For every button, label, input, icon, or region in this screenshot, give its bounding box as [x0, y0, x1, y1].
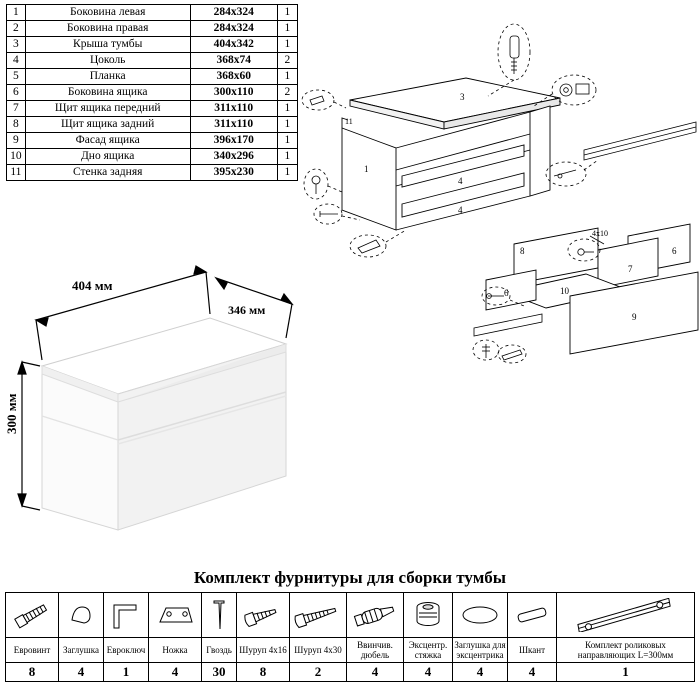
nail-icon: [202, 593, 237, 638]
screw-in-dowel-icon: [347, 593, 404, 638]
part-number: 6: [7, 85, 26, 101]
hardware-label: Комплект роликовых направляющих L=300мм: [557, 638, 695, 663]
part-name: Боковина правая: [25, 21, 190, 37]
part-name: Планка: [25, 69, 190, 85]
foot-icon: [149, 593, 202, 638]
hardware-qty: 4: [404, 663, 453, 682]
part-number: 11: [7, 165, 26, 181]
cam-lock-icon: [404, 593, 453, 638]
part-qty: 1: [277, 5, 297, 21]
hardware-label: Евроключ: [104, 638, 149, 663]
part-size: 396х170: [190, 133, 277, 149]
part-qty: 1: [277, 37, 297, 53]
callout-6b: 6: [672, 246, 677, 256]
part-name: Боковина левая: [25, 5, 190, 21]
euro-key-icon: [104, 593, 149, 638]
part-number: 2: [7, 21, 26, 37]
part-qty: 1: [277, 21, 297, 37]
hardware-title: Комплект фурнитуры для сборки тумбы: [193, 568, 507, 587]
hardware-qty: 4: [149, 663, 202, 682]
callout-3: 3: [460, 92, 465, 102]
hardware-label: Шуруп 4х30: [290, 638, 347, 663]
part-name: Стенка задняя: [25, 165, 190, 181]
callout-10: 10: [560, 286, 569, 296]
part-number: 1: [7, 5, 26, 21]
part-size: 395х230: [190, 165, 277, 181]
hardware-qty: 2: [290, 663, 347, 682]
callout-6a: 6: [504, 288, 509, 298]
part-qty: 1: [277, 165, 297, 181]
callout-11: 11: [345, 117, 353, 126]
hardware-table: [5, 592, 695, 682]
hardware-qty: 8: [6, 663, 59, 682]
drawer-slide-icon: [557, 593, 695, 638]
hardware-qty: 1: [104, 663, 149, 682]
part-qty: 1: [277, 101, 297, 117]
part-qty: 2: [277, 85, 297, 101]
table-row: [7, 133, 298, 149]
hardware-label: Шуруп 4х16: [237, 638, 290, 663]
part-name: Щит ящика передний: [25, 101, 190, 117]
hardware-label: Заглушка: [59, 638, 104, 663]
part-number: 5: [7, 69, 26, 85]
cap-plug-icon: [59, 593, 104, 638]
hardware-qty: 4: [508, 663, 557, 682]
hardware-label: Эксцентр. стяжка: [404, 638, 453, 663]
part-qty: 1: [277, 133, 297, 149]
part-qty: 1: [277, 117, 297, 133]
part-size: 300х110: [190, 85, 277, 101]
part-qty: 1: [277, 69, 297, 85]
hardware-qty: 4: [453, 663, 508, 682]
hardware-qty: 8: [237, 663, 290, 682]
exploded-assembly-diagram: [298, 0, 700, 370]
table-row: [7, 5, 298, 21]
height-label: 300 мм: [4, 393, 19, 434]
table-row: [7, 85, 298, 101]
part-size: 284х324: [190, 21, 277, 37]
part-number: 9: [7, 133, 26, 149]
parts-table: [6, 4, 298, 181]
callout-7: 7: [628, 264, 633, 274]
table-row: [7, 21, 298, 37]
part-name: Фасад ящика: [25, 133, 190, 149]
cabinet-dimension-drawing: [0, 258, 300, 568]
part-number: 4: [7, 53, 26, 69]
callout-1: 1: [364, 164, 369, 174]
hardware-label: Шкант: [508, 638, 557, 663]
callout-9: 9: [632, 312, 637, 322]
part-size: 368х60: [190, 69, 277, 85]
hardware-qty: 4: [59, 663, 104, 682]
hardware-qty: 30: [202, 663, 237, 682]
table-row: [7, 117, 298, 133]
hardware-label: Гвоздь: [202, 638, 237, 663]
part-size: 311х110: [190, 117, 277, 133]
part-number: 3: [7, 37, 26, 53]
euro-screw-icon: [6, 593, 59, 638]
screw-4x30-icon: [290, 593, 347, 638]
hardware-qty: 1: [557, 663, 695, 682]
part-number: 10: [7, 149, 26, 165]
part-size: 284х324: [190, 5, 277, 21]
part-name: Боковина ящика: [25, 85, 190, 101]
width-label: 404 мм: [72, 278, 113, 293]
rail-dim-label: 4x10: [592, 229, 608, 238]
hardware-label: Заглушка для эксцентрика: [453, 638, 508, 663]
callout-4a: 4: [458, 176, 463, 186]
table-row: [7, 101, 298, 117]
callout-8: 8: [520, 246, 525, 256]
part-number: 7: [7, 101, 26, 117]
part-size: 368х74: [190, 53, 277, 69]
hardware-qty: 4: [347, 663, 404, 682]
part-qty: 2: [277, 53, 297, 69]
hardware-label: Ввинчив. дюбель: [347, 638, 404, 663]
part-number: 8: [7, 117, 26, 133]
cam-cover-icon: [453, 593, 508, 638]
part-name: Щит ящика задний: [25, 117, 190, 133]
table-row: [7, 165, 298, 181]
part-qty: 1: [277, 149, 297, 165]
table-row: [7, 69, 298, 85]
part-name: Дно ящика: [25, 149, 190, 165]
part-size: 311х110: [190, 101, 277, 117]
part-name: Крыша тумбы: [25, 37, 190, 53]
part-size: 404х342: [190, 37, 277, 53]
depth-label: 346 мм: [228, 303, 266, 317]
screw-4x16-icon: [237, 593, 290, 638]
hardware-label: Евровинт: [6, 638, 59, 663]
callout-4b: 4: [458, 205, 463, 215]
table-row: [7, 37, 298, 53]
dowel-icon: [508, 593, 557, 638]
hardware-label: Ножка: [149, 638, 202, 663]
part-name: Цоколь: [25, 53, 190, 69]
part-size: 340х296: [190, 149, 277, 165]
table-row: [7, 53, 298, 69]
table-row: [7, 149, 298, 165]
